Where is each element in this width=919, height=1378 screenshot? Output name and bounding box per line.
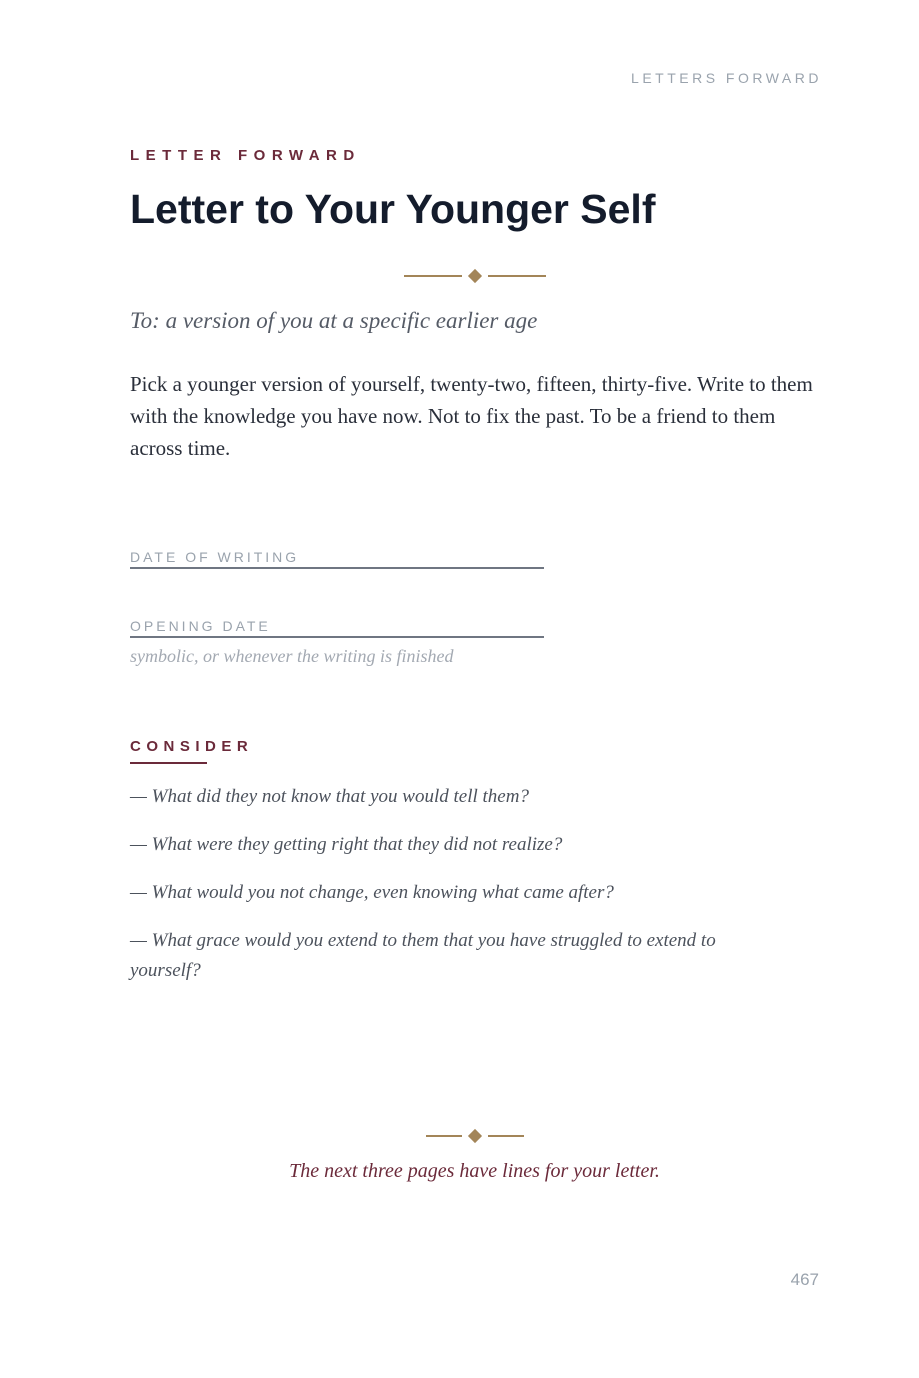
ornament-rule-left: [404, 275, 462, 277]
diamond-icon: [468, 1129, 482, 1143]
running-head: LETTERS FORWARD: [631, 70, 822, 86]
section-kicker: LETTER FORWARD: [130, 147, 361, 164]
prompt-item: — What were they getting right that they did not realize?: [130, 834, 563, 855]
instructions-paragraph: Pick a younger version of yourself, twenty-two, fifteen, thirty-five. Write to them with the knowledge you have now. Not to fix the past. To be a friend to them across time.: [130, 372, 813, 460]
ornament-rule-right: [488, 1135, 524, 1137]
ornament-rule-left: [426, 1135, 462, 1137]
recipient-line: To: a version of you at a specific earlier age: [130, 308, 538, 333]
page-title: Letter to Your Younger Self: [130, 186, 656, 232]
consider-heading: CONSIDER: [130, 738, 254, 755]
ornament-divider-bottom: [420, 1128, 530, 1144]
date-of-writing-label: DATE OF WRITING: [130, 549, 300, 565]
prompt-item: — What did they not know that you would tell them?: [130, 786, 529, 807]
opening-date-field[interactable]: [130, 618, 544, 638]
consider-underline: [130, 762, 207, 764]
closing-note: The next three pages have lines for your letter.: [289, 1160, 660, 1182]
date-of-writing-field[interactable]: [130, 549, 544, 569]
prompt-item: — What would you not change, even knowing what came after?: [130, 882, 614, 903]
diamond-icon: [468, 269, 482, 283]
prompt-item: — What grace would you extend to them that you have struggled to extend to yourself?: [130, 930, 716, 981]
ornament-divider-top: [398, 268, 552, 284]
page-number: 467: [790, 1270, 819, 1289]
ornament-rule-right: [488, 275, 546, 277]
consider-prompts: [130, 782, 790, 1004]
opening-date-label: OPENING DATE: [130, 618, 271, 634]
opening-date-hint: symbolic, or whenever the writing is finished: [130, 646, 454, 666]
